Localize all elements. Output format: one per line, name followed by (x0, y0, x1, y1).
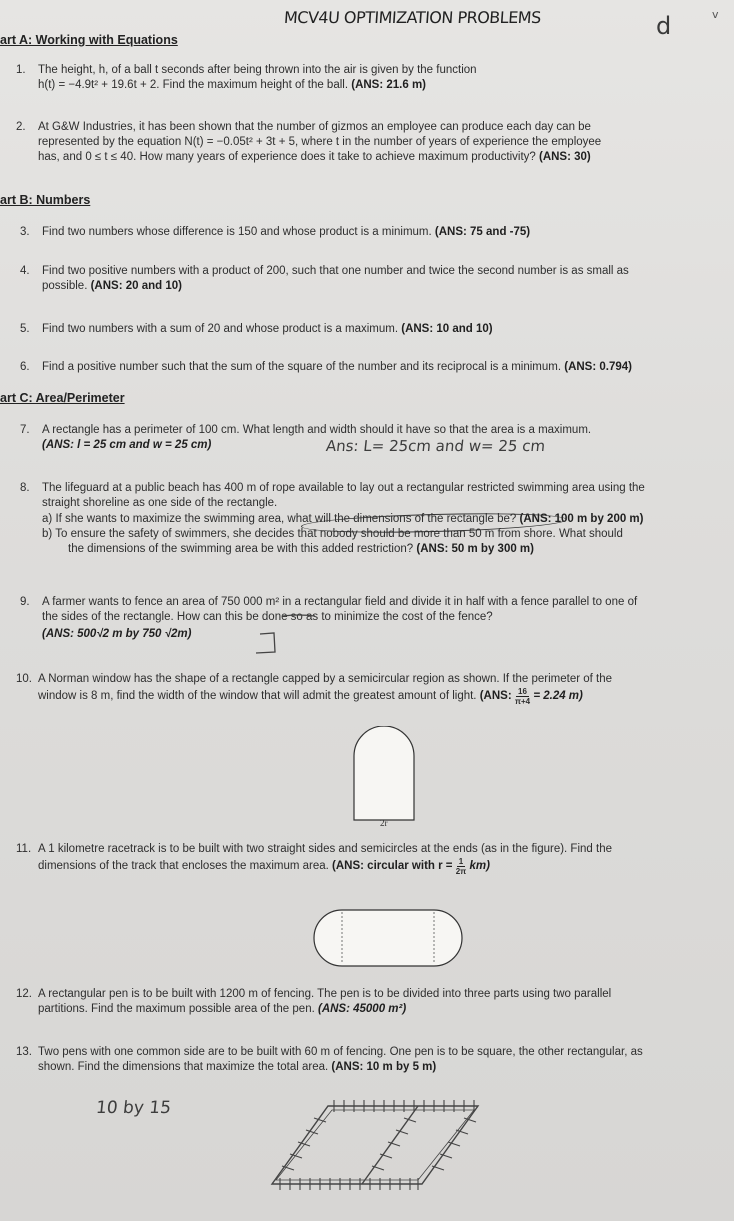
fraction-numerator: 16 (518, 687, 527, 696)
question-1 (16, 63, 477, 93)
question-number: 6. (20, 361, 30, 373)
question-number: 5. (20, 323, 30, 335)
question-text: A 1 kilometre racetrack is to be built with two straight sides and semicircles at the ends (as in the figure). Find the (38, 843, 612, 855)
question-text: At G&W Industries, it has been shown that the number of gizmos an employee can produce each day can be (38, 121, 591, 133)
answer: (ANS: 45000 m²) (317, 1003, 407, 1015)
question-2 (16, 120, 601, 165)
question-text: Find a positive number such that the sum of the square of the number and its reciprocal is a minimum. (42, 361, 562, 373)
question-5 (20, 322, 493, 337)
question-text: A rectangular pen is to be built with 1200 m of fencing. The pen is to be divided into three parts using two parallel (38, 988, 612, 1000)
question-number: 11. (16, 843, 32, 855)
handwritten-answer-7: Ans: L= 25cm and w= 25 cm (325, 437, 547, 455)
question-text: To ensure the safety of swimmers, she decides that nobody should be more than 50 m from shore. What should (55, 528, 623, 540)
question-text: A rectangle has a perimeter of 100 cm. What length and width should it have so that the area is a maximum. (42, 424, 592, 436)
question-number: 4. (20, 265, 30, 277)
answer-suffix: km) (469, 860, 490, 872)
question-number: 1. (16, 64, 26, 76)
answer: (ANS: 20 and 10) (90, 280, 182, 292)
question-text: The lifeguard at a public beach has 400 m of rope available to lay out a rectangular restricted swimming area using the (42, 482, 645, 494)
question-text: Find two numbers with a sum of 20 and whose product is a maximum. (42, 323, 399, 335)
answer-prefix: (ANS: (479, 690, 512, 702)
section-part-c: art C: Area/Perimeter (0, 391, 125, 405)
handwritten-bracket (250, 630, 280, 656)
question-text: Two pens with one common side are to be built with 60 m of fencing. One pen is to be square, the other rectangular, as (38, 1046, 643, 1058)
handwritten-underline (282, 613, 316, 619)
subpart-label: b) (42, 528, 53, 540)
racetrack-figure (308, 906, 468, 970)
answer-prefix: (ANS: circular with r = (332, 860, 453, 872)
answer-suffix: = 2.24 m) (533, 690, 583, 702)
question-number: 9. (20, 596, 30, 608)
question-text: window is 8 m, find the width of the window that will admit the greatest amount of light. (38, 690, 477, 702)
question-number: 13. (16, 1046, 32, 1058)
question-text: If she wants to maximize the swimming area, what will the dimensions of the rectangle be? (55, 513, 517, 525)
question-8 (20, 481, 645, 557)
question-number: 8. (20, 482, 30, 494)
answer: (ANS: l = 25 cm and w = 25 cm) (42, 439, 212, 451)
figure-label-2r: 2r (380, 818, 388, 828)
answer: (ANS: 50 m by 300 m) (416, 543, 534, 555)
fraction-numerator: 1 (458, 857, 464, 866)
section-part-b: art B: Numbers (0, 193, 91, 207)
question-number: 7. (20, 424, 30, 436)
question-12 (16, 987, 611, 1017)
answer: (ANS: 30) (538, 151, 591, 163)
answer: (ANS: 0.794) (564, 361, 632, 373)
question-4 (20, 264, 629, 294)
question-text: shown. Find the dimensions that maximize the total area. (38, 1061, 329, 1073)
question-text: possible. (42, 280, 88, 292)
question-text: the dimensions of the swimming area be with this added restriction? (68, 543, 414, 555)
question-6 (20, 360, 632, 375)
question-text: partitions. Find the maximum possible area of the pen. (38, 1003, 315, 1015)
fraction-denominator: π+4 (514, 697, 531, 706)
question-number: 2. (16, 121, 26, 133)
answer: (ANS: 10 and 10) (401, 323, 493, 335)
question-text: Find two positive numbers with a product of 200, such that one number and twice the second number is as small as (42, 265, 629, 277)
handwritten-mark-right: v (712, 8, 719, 21)
question-text: A farmer wants to fence an area of 750 000 m² in a rectangular field and divide it in half with a fence parallel to one of (42, 596, 638, 608)
fraction-denominator: 2π (455, 867, 467, 876)
answer: (ANS: 21.6 m) (351, 79, 427, 91)
question-text: dimensions of the track that encloses the maximum area. (38, 860, 329, 872)
handwritten-answer-13: 10 by 15 (94, 1098, 172, 1118)
answer: (ANS: 10 m by 5 m) (331, 1061, 437, 1073)
question-10 (16, 672, 612, 706)
question-text: h(t) = −4.9t² + 19.6t + 2. Find the maximum height of the ball. (38, 79, 349, 91)
answer: (ANS: 100 m by 200 m) (519, 513, 644, 525)
handwritten-mark-left: d (656, 12, 672, 40)
worksheet-title: MCV4U OPTIMIZATION PROBLEMS (283, 8, 542, 27)
norman-window-figure (352, 726, 422, 830)
two-pens-figure (268, 1098, 488, 1196)
question-number: 12. (16, 988, 32, 1000)
subpart-label: a) (42, 513, 53, 525)
answer-fraction (456, 857, 467, 876)
question-13 (16, 1045, 643, 1075)
question-number: 3. (20, 226, 30, 238)
question-number: 10. (16, 673, 32, 685)
question-text: A Norman window has the shape of a rectangle capped by a semicircular region as shown. If the perimeter of the (38, 673, 613, 685)
question-11 (16, 842, 612, 876)
answer-fraction (515, 687, 530, 706)
question-text: straight shoreline as one side of the rectangle. (42, 497, 278, 509)
question-text: Find two numbers whose difference is 150 and whose product is a minimum. (42, 226, 432, 238)
question-text: The height, h, of a ball t seconds after being thrown into the air is given by the function (38, 64, 477, 76)
question-text: represented by the equation N(t) = −0.05t² + 3t + 5, where t in the number of years of experience the employee (38, 136, 602, 148)
section-part-a: art A: Working with Equations (0, 33, 178, 47)
question-text: has, and 0 ≤ t ≤ 40. How many years of experience does it take to achieve maximum productivity? (38, 151, 536, 163)
question-9 (20, 595, 637, 642)
answer: (ANS: 75 and -75) (434, 226, 531, 238)
answer: (ANS: 500√2 m by 750 √2m) (42, 628, 192, 640)
question-3 (20, 225, 530, 240)
question-text: the sides of the rectangle. How can this be done so as to minimize the cost of the fence? (42, 611, 493, 623)
